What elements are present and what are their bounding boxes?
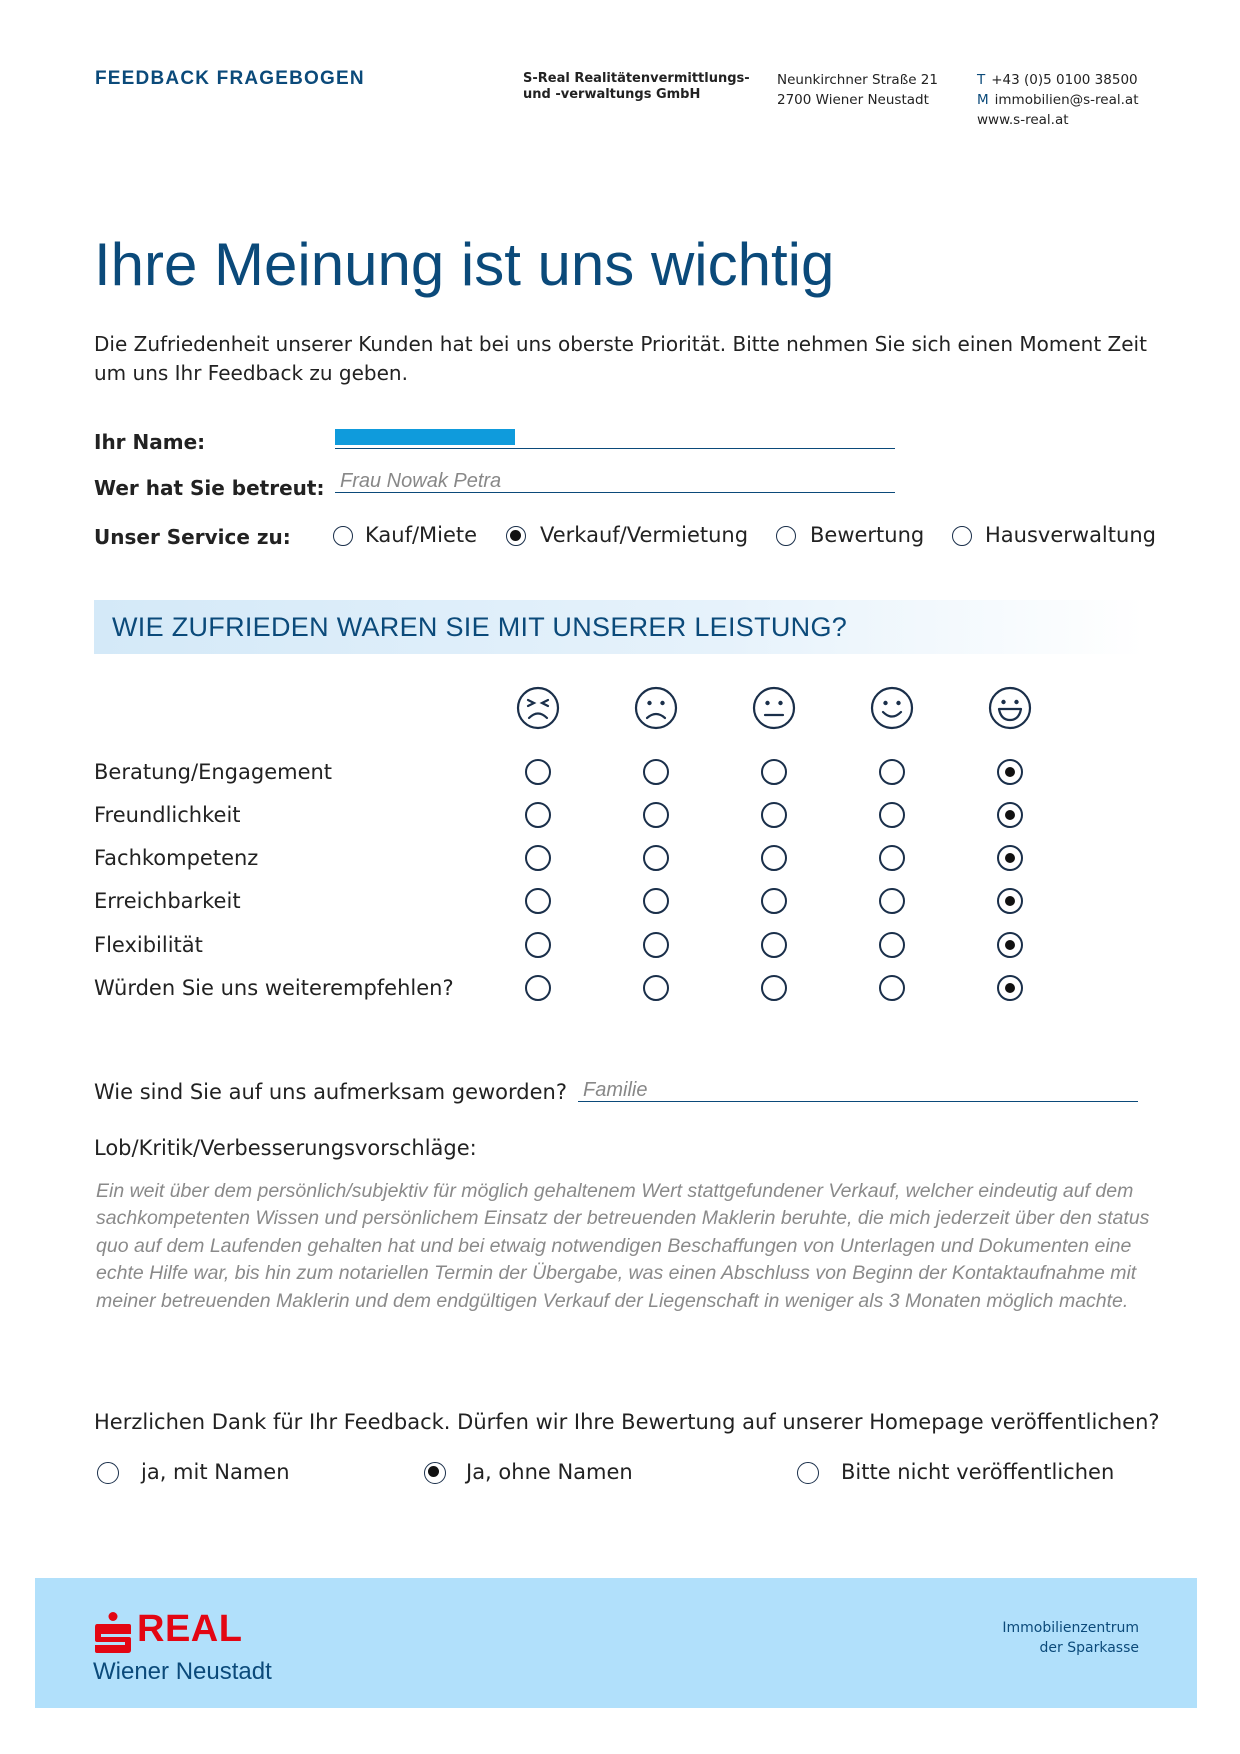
phone-number: +43 (0)5 0100 38500 <box>991 72 1138 88</box>
redaction-bar <box>335 429 515 445</box>
company-name-line2: und -verwaltungs GmbH <box>523 87 701 102</box>
advisor-input-line[interactable] <box>335 492 895 493</box>
rating-radio[interactable] <box>997 759 1023 785</box>
rating-radio[interactable] <box>997 802 1023 828</box>
logo-text: REAL <box>137 1608 243 1650</box>
service-option-label: Hausverwaltung <box>985 523 1156 547</box>
rating-radio[interactable] <box>525 975 551 1001</box>
rating-row-label: Fachkompetenz <box>94 846 259 870</box>
very-happy-face-icon <box>988 686 1032 730</box>
footer-tagline-line1: Immobilienzentrum <box>1002 1620 1139 1636</box>
comments-label: Lob/Kritik/Verbesserungsvorschläge: <box>94 1136 477 1160</box>
email-address[interactable]: immobilien@s-real.at <box>994 92 1139 108</box>
radio-bewertung[interactable] <box>776 526 796 546</box>
form-header-title: FEEDBACK FRAGEBOGEN <box>95 68 365 89</box>
website[interactable]: www.s-real.at <box>977 112 1069 128</box>
mail-key: M <box>977 92 989 108</box>
radio-without-name[interactable] <box>424 1462 446 1484</box>
page-title: Ihre Meinung ist uns wichtig <box>94 231 835 298</box>
publish-option-label: ja, mit Namen <box>141 1460 290 1484</box>
address-line2: 2700 Wiener Neustadt <box>777 92 929 108</box>
footer-tagline-line2: der Sparkasse <box>1039 1640 1139 1656</box>
publish-option-label: Bitte nicht veröffentlichen <box>841 1460 1115 1484</box>
intro-text: Die Zufriedenheit unserer Kunden hat bei uns oberste Priorität. Bitte nehmen Sie sich einen Moment Zeit um uns Ihr Feedback zu geben. <box>94 332 1147 385</box>
radio-hausverwaltung[interactable] <box>952 526 972 546</box>
rating-radio[interactable] <box>761 802 787 828</box>
rating-radio[interactable] <box>997 845 1023 871</box>
advisor-label: Wer hat Sie betreut: <box>94 476 325 500</box>
radio-no-publish[interactable] <box>797 1462 819 1484</box>
rating-radio[interactable] <box>761 845 787 871</box>
logo-subtitle: Wiener Neustadt <box>93 1658 272 1685</box>
neutral-face-icon <box>752 686 796 730</box>
source-input-value[interactable]: Familie <box>583 1079 648 1101</box>
rating-radio[interactable] <box>997 932 1023 958</box>
rating-radio[interactable] <box>879 888 905 914</box>
rating-row-label: Würden Sie uns weiterempfehlen? <box>94 976 454 1000</box>
advisor-input-value[interactable]: Frau Nowak Petra <box>340 470 502 492</box>
comments-text[interactable]: Ein weit über dem persönlich/subjektiv für möglich gehaltenem Wert stattgefundener Verkauf, welcher eindeutig auf dem sachkompetenten Wissen und persönlichem Einsatz der betreuenden Maklerin beruhte, die mich jederzeit über den status quo auf dem Laufenden gehalten hat und bei etwaig notwendigen Beschaffungen von Unterlagen und Dokumenten eine echte Hilfe war, bis hin zum notariellen Termin der Übergabe, was einen Abschluss von Beginn der Kontaktaufnahme mit meiner betreuenden Maklerin und dem endgültigen Verkauf der Liegenschaft in weniger als 3 Monaten möglich machte. <box>96 1180 1150 1312</box>
rating-radio[interactable] <box>879 759 905 785</box>
sad-face-icon <box>634 686 678 730</box>
smile-face-icon <box>870 686 914 730</box>
rating-row-label: Freundlichkeit <box>94 803 241 827</box>
footer-tagline <box>1002 1618 1139 1658</box>
rating-radio[interactable] <box>525 888 551 914</box>
rating-radio[interactable] <box>525 759 551 785</box>
rating-radio[interactable] <box>643 802 669 828</box>
company-address <box>777 70 938 110</box>
rating-radio[interactable] <box>761 888 787 914</box>
publish-question: Herzlichen Dank für Ihr Feedback. Dürfen wir Ihre Bewertung auf unserer Homepage veröffentlichen? <box>94 1410 1160 1434</box>
rating-radio[interactable] <box>879 932 905 958</box>
rating-radio[interactable] <box>525 802 551 828</box>
rating-row-label: Erreichbarkeit <box>94 889 241 913</box>
rating-section-title: WIE ZUFRIEDEN WAREN SIE MIT UNSERER LEISTUNG? <box>112 612 848 642</box>
rating-radio[interactable] <box>525 932 551 958</box>
rating-radio[interactable] <box>643 932 669 958</box>
source-input-line[interactable] <box>578 1101 1138 1102</box>
phone-key: T <box>977 72 986 88</box>
contact-mail-row <box>977 90 1139 110</box>
service-option-label: Kauf/Miete <box>365 523 478 547</box>
name-input-line[interactable] <box>335 448 895 449</box>
name-label: Ihr Name: <box>94 430 206 454</box>
rating-radio[interactable] <box>879 975 905 1001</box>
very-unhappy-face-icon <box>516 686 560 730</box>
rating-radio[interactable] <box>761 975 787 1001</box>
service-option-label: Verkauf/Vermietung <box>540 523 749 547</box>
radio-kauf-miete[interactable] <box>333 526 353 546</box>
company-name <box>523 71 750 103</box>
service-label: Unser Service zu: <box>94 525 291 549</box>
source-label: Wie sind Sie auf uns aufmerksam geworden? <box>94 1080 567 1104</box>
rating-radio[interactable] <box>643 975 669 1001</box>
rating-radio[interactable] <box>643 888 669 914</box>
rating-section-banner <box>94 600 1144 654</box>
rating-row-label: Beratung/Engagement <box>94 760 333 784</box>
rating-radio[interactable] <box>525 845 551 871</box>
rating-radio[interactable] <box>761 932 787 958</box>
publish-option-label: Ja, ohne Namen <box>466 1460 633 1484</box>
rating-radio[interactable] <box>997 888 1023 914</box>
radio-with-name[interactable] <box>97 1462 119 1484</box>
rating-radio[interactable] <box>879 802 905 828</box>
rating-radio[interactable] <box>879 845 905 871</box>
rating-radio[interactable] <box>643 845 669 871</box>
company-contact <box>977 70 1139 130</box>
sparkasse-s-icon <box>93 1612 133 1654</box>
rating-radio[interactable] <box>997 975 1023 1001</box>
rating-radio[interactable] <box>643 759 669 785</box>
rating-radio[interactable] <box>761 759 787 785</box>
company-name-line1: S-Real Realitätenvermittlungs- <box>523 71 750 86</box>
radio-verkauf-vermietung[interactable] <box>506 526 526 546</box>
rating-row-label: Flexibilität <box>94 933 203 957</box>
service-option-label: Bewertung <box>810 523 925 547</box>
address-line1: Neunkirchner Straße 21 <box>777 72 938 88</box>
contact-phone-row <box>977 70 1139 90</box>
footer-banner <box>35 1578 1197 1708</box>
